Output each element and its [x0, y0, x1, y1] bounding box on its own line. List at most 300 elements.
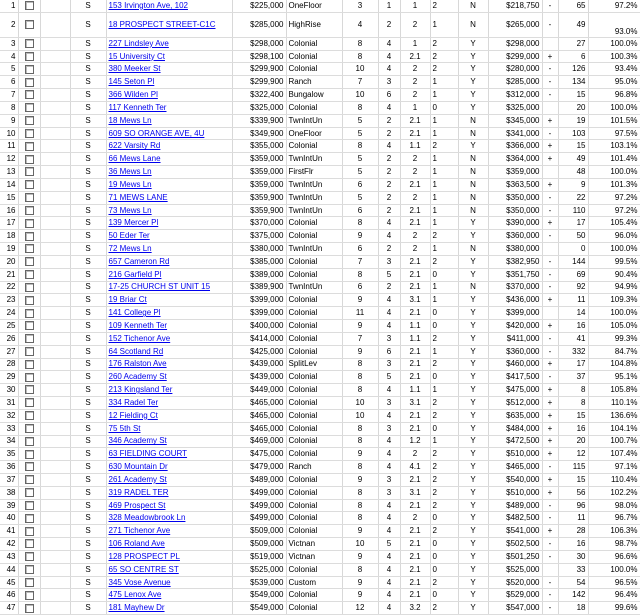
- checkbox[interactable]: [25, 244, 34, 253]
- select-checkbox-cell[interactable]: [18, 63, 40, 76]
- checkbox[interactable]: [25, 527, 34, 536]
- address-link-cell[interactable]: [106, 448, 232, 461]
- select-checkbox-cell[interactable]: [18, 435, 40, 448]
- days-on-market-cell: 22: [558, 191, 588, 204]
- status-code-cell: S: [70, 563, 106, 576]
- select-checkbox-cell[interactable]: [18, 473, 40, 486]
- baths-cell: 4: [378, 409, 400, 422]
- lot-code-cell: 0: [430, 371, 458, 384]
- spacer-cell: [40, 345, 70, 358]
- select-checkbox-cell[interactable]: [18, 422, 40, 435]
- address-link-cell[interactable]: [106, 550, 232, 563]
- row-number-cell: 19: [0, 243, 18, 256]
- checkbox[interactable]: [25, 385, 34, 394]
- address-link-cell[interactable]: [106, 358, 232, 371]
- price-change-sign-cell: -: [542, 538, 558, 551]
- address-link[interactable]: 328 Meadowbrook Ln: [108, 513, 186, 523]
- select-checkbox-cell[interactable]: [18, 127, 40, 140]
- select-checkbox-cell[interactable]: [18, 76, 40, 89]
- address-link[interactable]: 141 College Pl: [108, 308, 161, 318]
- select-checkbox-cell[interactable]: [18, 320, 40, 333]
- checkbox[interactable]: [25, 296, 34, 305]
- address-link-cell[interactable]: [106, 89, 232, 102]
- address-link-cell[interactable]: [106, 602, 232, 615]
- address-link[interactable]: 319 RADEL TER: [108, 487, 169, 497]
- address-link-cell[interactable]: [106, 576, 232, 589]
- address-link[interactable]: 213 Kingsland Ter: [108, 385, 173, 395]
- address-link[interactable]: 12 Fielding Ct: [108, 410, 158, 420]
- select-checkbox-cell[interactable]: [18, 358, 40, 371]
- address-link[interactable]: 18 PROSPECT STREET-C1C: [108, 19, 216, 29]
- status-code-cell: S: [70, 127, 106, 140]
- checkbox[interactable]: [25, 20, 34, 29]
- checkbox[interactable]: [25, 591, 34, 600]
- select-checkbox-cell[interactable]: [18, 191, 40, 204]
- select-checkbox-cell[interactable]: [18, 576, 40, 589]
- checkbox[interactable]: [25, 373, 34, 382]
- flag-cell: Y: [458, 371, 488, 384]
- address-link[interactable]: 50 Eder Ter: [108, 231, 150, 241]
- address-link-cell[interactable]: [106, 473, 232, 486]
- address-link-cell[interactable]: [106, 50, 232, 63]
- bedrooms-cell: 5: [342, 191, 378, 204]
- select-checkbox-cell[interactable]: [18, 461, 40, 474]
- address-link-cell[interactable]: [106, 230, 232, 243]
- address-link[interactable]: 227 Lindsley Ave: [108, 38, 169, 48]
- checkbox[interactable]: [25, 398, 34, 407]
- address-link-cell[interactable]: [106, 461, 232, 474]
- checkbox[interactable]: [25, 334, 34, 343]
- garage-cell: 2.1: [400, 409, 430, 422]
- status-code-cell: S: [70, 602, 106, 615]
- address-link[interactable]: 346 Academy St: [108, 436, 167, 446]
- select-checkbox-cell[interactable]: [18, 550, 40, 563]
- sold-price-cell: $345,000: [488, 114, 542, 127]
- address-link[interactable]: 15 University Ct: [108, 51, 165, 61]
- list-price-cell: $400,000: [232, 320, 286, 333]
- address-link[interactable]: 153 Irvington Ave, 102: [108, 0, 188, 10]
- address-link-cell[interactable]: [106, 397, 232, 410]
- row-number-cell: 5: [0, 63, 18, 76]
- select-checkbox-cell[interactable]: [18, 332, 40, 345]
- checkbox[interactable]: [25, 1, 34, 10]
- address-link[interactable]: 366 Wilden Pl: [108, 90, 158, 100]
- checkbox[interactable]: [25, 488, 34, 497]
- checkbox[interactable]: [25, 321, 34, 330]
- baths-cell: 2: [378, 12, 400, 37]
- baths-cell: 2: [378, 191, 400, 204]
- address-link-cell[interactable]: [106, 512, 232, 525]
- flag-cell: N: [458, 281, 488, 294]
- address-link-cell[interactable]: [106, 371, 232, 384]
- baths-cell: 3: [378, 358, 400, 371]
- checkbox[interactable]: [25, 232, 34, 241]
- spacer-cell: [40, 204, 70, 217]
- table-row: [0, 268, 640, 281]
- row-number-cell: 16: [0, 204, 18, 217]
- address-link-cell[interactable]: [106, 525, 232, 538]
- checkbox[interactable]: [25, 283, 34, 292]
- address-link[interactable]: 609 SO ORANGE AVE, 4U: [108, 128, 205, 138]
- address-link[interactable]: 622 Varsity Rd: [108, 141, 161, 151]
- address-link-cell[interactable]: [106, 153, 232, 166]
- checkbox[interactable]: [25, 65, 34, 74]
- select-checkbox-cell[interactable]: [18, 230, 40, 243]
- address-link[interactable]: 64 Scotland Rd: [108, 346, 164, 356]
- address-link[interactable]: 475 Lenox Ave: [108, 590, 162, 600]
- checkbox[interactable]: [25, 219, 34, 228]
- select-checkbox-cell[interactable]: [18, 37, 40, 50]
- sale-to-list-pct-cell: 103.1%: [588, 140, 640, 153]
- select-checkbox-cell[interactable]: [18, 50, 40, 63]
- lot-code-cell: 1: [430, 243, 458, 256]
- table-row: [0, 101, 640, 114]
- select-checkbox-cell[interactable]: [18, 217, 40, 230]
- select-checkbox-cell[interactable]: [18, 307, 40, 320]
- checkbox[interactable]: [25, 103, 34, 112]
- address-link[interactable]: 469 Prospect St: [108, 500, 166, 510]
- baths-cell: 4: [378, 550, 400, 563]
- spacer-cell: [40, 101, 70, 114]
- status-code-cell: S: [70, 191, 106, 204]
- spacer-cell: [40, 178, 70, 191]
- sold-price-cell: $366,000: [488, 140, 542, 153]
- checkbox[interactable]: [25, 78, 34, 87]
- flag-cell: Y: [458, 499, 488, 512]
- checkbox[interactable]: [25, 437, 34, 446]
- address-link-cell[interactable]: [106, 320, 232, 333]
- checkbox[interactable]: [25, 52, 34, 61]
- select-checkbox-cell[interactable]: [18, 448, 40, 461]
- list-price-cell: $414,000: [232, 332, 286, 345]
- select-checkbox-cell[interactable]: [18, 268, 40, 281]
- spacer-cell: [40, 166, 70, 179]
- checkbox[interactable]: [25, 424, 34, 433]
- lot-code-cell: 1: [430, 76, 458, 89]
- bedrooms-cell: 6: [342, 243, 378, 256]
- select-checkbox-cell[interactable]: [18, 89, 40, 102]
- row-number-cell: 3: [0, 37, 18, 50]
- garage-cell: 2.1: [400, 217, 430, 230]
- checkbox[interactable]: [25, 360, 34, 369]
- address-link[interactable]: 19 Briar Ct: [108, 295, 147, 305]
- checkbox[interactable]: [25, 257, 34, 266]
- sold-price-cell: $541,000: [488, 525, 542, 538]
- address-link[interactable]: 19 Mews Ln: [108, 179, 152, 189]
- style-cell: Colonial: [286, 397, 342, 410]
- garage-cell: 2.1: [400, 127, 430, 140]
- checkbox[interactable]: [25, 347, 34, 356]
- style-cell: Colonial: [286, 525, 342, 538]
- checkbox[interactable]: [25, 39, 34, 48]
- select-checkbox-cell[interactable]: [18, 589, 40, 602]
- list-price-cell: $439,000: [232, 358, 286, 371]
- sold-price-cell: $510,000: [488, 448, 542, 461]
- list-price-cell: $380,000: [232, 243, 286, 256]
- select-checkbox-cell[interactable]: [18, 563, 40, 576]
- bedrooms-cell: 6: [342, 281, 378, 294]
- price-change-sign-cell: +: [542, 384, 558, 397]
- address-link-cell[interactable]: [106, 76, 232, 89]
- address-link[interactable]: 71 MEWS LANE: [108, 192, 168, 202]
- checkbox[interactable]: [25, 578, 34, 587]
- checkbox[interactable]: [25, 539, 34, 548]
- checkbox[interactable]: [25, 270, 34, 279]
- address-link-cell[interactable]: [106, 243, 232, 256]
- checkbox[interactable]: [25, 450, 34, 459]
- select-checkbox-cell[interactable]: [18, 0, 40, 12]
- address-link-cell[interactable]: [106, 204, 232, 217]
- address-link-cell[interactable]: [106, 255, 232, 268]
- sold-price-cell: $360,000: [488, 345, 542, 358]
- sold-price-cell: $417,500: [488, 371, 542, 384]
- address-link[interactable]: 73 Mews Ln: [108, 205, 152, 215]
- address-link[interactable]: 260 Academy St: [108, 372, 167, 382]
- address-link-cell[interactable]: [106, 217, 232, 230]
- address-link-cell[interactable]: [106, 268, 232, 281]
- address-link[interactable]: 128 PROSPECT PL: [108, 551, 180, 561]
- spacer-cell: [40, 89, 70, 102]
- address-link[interactable]: 63 FIELDING COURT: [108, 449, 188, 459]
- address-link[interactable]: 345 Vose Avenue: [108, 577, 171, 587]
- select-checkbox-cell[interactable]: [18, 140, 40, 153]
- sale-to-list-pct-cell: 97.1%: [588, 461, 640, 474]
- sold-price-cell: $285,000: [488, 76, 542, 89]
- list-price-cell: $298,100: [232, 50, 286, 63]
- list-price-cell: $489,000: [232, 473, 286, 486]
- table-row: [0, 230, 640, 243]
- status-code-cell: S: [70, 345, 106, 358]
- address-link[interactable]: 106 Roland Ave: [108, 539, 165, 549]
- price-change-sign-cell: -: [542, 550, 558, 563]
- select-checkbox-cell[interactable]: [18, 166, 40, 179]
- baths-cell: 4: [378, 217, 400, 230]
- checkbox[interactable]: [25, 116, 34, 125]
- select-checkbox-cell[interactable]: [18, 178, 40, 191]
- lot-code-cell: 2: [430, 486, 458, 499]
- address-link-cell[interactable]: [106, 409, 232, 422]
- baths-cell: 4: [378, 435, 400, 448]
- address-link-cell[interactable]: [106, 435, 232, 448]
- price-change-sign-cell: +: [542, 320, 558, 333]
- flag-cell: Y: [458, 397, 488, 410]
- garage-cell: 3.1: [400, 397, 430, 410]
- select-checkbox-cell[interactable]: [18, 409, 40, 422]
- address-link-cell[interactable]: [106, 191, 232, 204]
- address-link[interactable]: 36 Mews Ln: [108, 167, 152, 177]
- select-checkbox-cell[interactable]: [18, 101, 40, 114]
- select-checkbox-cell[interactable]: [18, 499, 40, 512]
- checkbox[interactable]: [25, 142, 34, 151]
- bedrooms-cell: 10: [342, 397, 378, 410]
- row-number-cell: 10: [0, 127, 18, 140]
- address-link[interactable]: 66 Mews Lane: [108, 154, 161, 164]
- sale-to-list-pct-cell: 94.9%: [588, 281, 640, 294]
- select-checkbox-cell[interactable]: [18, 525, 40, 538]
- spacer-cell: [40, 435, 70, 448]
- style-cell: TwnIntUn: [286, 114, 342, 127]
- address-link-cell[interactable]: [106, 12, 232, 37]
- checkbox[interactable]: [25, 462, 34, 471]
- address-link[interactable]: 75 5th St: [108, 423, 141, 433]
- spacer-cell: [40, 268, 70, 281]
- row-number-cell: 46: [0, 589, 18, 602]
- checkbox[interactable]: [25, 309, 34, 318]
- bedrooms-cell: 8: [342, 268, 378, 281]
- sold-price-cell: $364,000: [488, 153, 542, 166]
- days-on-market-cell: 37: [558, 371, 588, 384]
- address-link-cell[interactable]: [106, 281, 232, 294]
- address-link-cell[interactable]: [106, 332, 232, 345]
- price-change-sign-cell: +: [542, 422, 558, 435]
- address-link-cell[interactable]: [106, 0, 232, 12]
- bedrooms-cell: 8: [342, 384, 378, 397]
- select-checkbox-cell[interactable]: [18, 384, 40, 397]
- status-code-cell: S: [70, 371, 106, 384]
- select-checkbox-cell[interactable]: [18, 243, 40, 256]
- checkbox[interactable]: [25, 193, 34, 202]
- address-link-cell[interactable]: [106, 101, 232, 114]
- days-on-market-cell: 15: [558, 473, 588, 486]
- select-checkbox-cell[interactable]: [18, 281, 40, 294]
- baths-cell: 4: [378, 63, 400, 76]
- address-link[interactable]: 380 Meeker St: [108, 64, 161, 74]
- address-link-cell[interactable]: [106, 294, 232, 307]
- address-link-cell[interactable]: [106, 589, 232, 602]
- address-link[interactable]: 176 Ralston Ave: [108, 359, 167, 369]
- address-link-cell[interactable]: [106, 563, 232, 576]
- select-checkbox-cell[interactable]: [18, 255, 40, 268]
- baths-cell: 3: [378, 332, 400, 345]
- checkbox[interactable]: [25, 90, 34, 99]
- checkbox[interactable]: [25, 604, 34, 613]
- select-checkbox-cell[interactable]: [18, 602, 40, 615]
- bedrooms-cell: 10: [342, 89, 378, 102]
- row-number-cell: 35: [0, 448, 18, 461]
- address-link[interactable]: 65 SO CENTRE ST: [108, 564, 179, 574]
- list-price-cell: $285,000: [232, 12, 286, 37]
- baths-cell: 2: [378, 178, 400, 191]
- address-link-cell[interactable]: [106, 114, 232, 127]
- address-link-cell[interactable]: [106, 63, 232, 76]
- address-link-cell[interactable]: [106, 178, 232, 191]
- days-on-market-cell: 15: [558, 89, 588, 102]
- list-price-cell: $325,000: [232, 101, 286, 114]
- address-link[interactable]: 261 Academy St: [108, 474, 167, 484]
- table-row: [0, 320, 640, 333]
- address-link[interactable]: 139 Mercer Pl: [108, 218, 159, 228]
- sale-to-list-pct-cell: 96.5%: [588, 576, 640, 589]
- price-change-sign-cell: -: [542, 371, 558, 384]
- address-link-cell[interactable]: [106, 499, 232, 512]
- select-checkbox-cell[interactable]: [18, 204, 40, 217]
- select-checkbox-cell[interactable]: [18, 114, 40, 127]
- address-link[interactable]: 17-25 CHURCH ST UNIT 15: [108, 282, 211, 292]
- address-link-cell[interactable]: [106, 37, 232, 50]
- checkbox[interactable]: [25, 514, 34, 523]
- list-price-cell: $359,900: [232, 204, 286, 217]
- lot-code-cell: 2: [430, 525, 458, 538]
- address-link-cell[interactable]: [106, 345, 232, 358]
- address-link[interactable]: 271 Tichenor Ave: [108, 526, 171, 536]
- address-link[interactable]: 18 Mews Ln: [108, 115, 152, 125]
- days-on-market-cell: 110: [558, 204, 588, 217]
- select-checkbox-cell[interactable]: [18, 153, 40, 166]
- flag-cell: Y: [458, 384, 488, 397]
- address-link-cell[interactable]: [106, 127, 232, 140]
- style-cell: Victnan: [286, 550, 342, 563]
- address-link[interactable]: 630 Mountain Dr: [108, 462, 168, 472]
- address-link-cell[interactable]: [106, 307, 232, 320]
- checkbox[interactable]: [25, 565, 34, 574]
- baths-cell: 3: [378, 76, 400, 89]
- sale-to-list-pct-cell: 105.4%: [588, 217, 640, 230]
- address-link[interactable]: 72 Mews Ln: [108, 243, 152, 253]
- garage-cell: 4.1: [400, 461, 430, 474]
- address-link[interactable]: 334 Radel Ter: [108, 397, 159, 407]
- status-code-cell: S: [70, 114, 106, 127]
- checkbox[interactable]: [25, 129, 34, 138]
- style-cell: Colonial: [286, 486, 342, 499]
- style-cell: Colonial: [286, 307, 342, 320]
- select-checkbox-cell[interactable]: [18, 12, 40, 37]
- address-link[interactable]: 657 Cameron Rd: [108, 256, 170, 266]
- checkbox[interactable]: [25, 501, 34, 510]
- days-on-market-cell: 15: [558, 409, 588, 422]
- address-link-cell[interactable]: [106, 538, 232, 551]
- address-link[interactable]: 117 Kenneth Ter: [108, 102, 167, 112]
- bedrooms-cell: 9: [342, 345, 378, 358]
- checkbox[interactable]: [25, 475, 34, 484]
- sold-price-cell: $280,000: [488, 63, 542, 76]
- checkbox[interactable]: [25, 180, 34, 189]
- select-checkbox-cell[interactable]: [18, 371, 40, 384]
- address-link[interactable]: 109 Kenneth Ter: [108, 320, 168, 330]
- bedrooms-cell: 8: [342, 563, 378, 576]
- address-link-cell[interactable]: [106, 166, 232, 179]
- select-checkbox-cell[interactable]: [18, 294, 40, 307]
- sold-price-cell: $298,000: [488, 37, 542, 50]
- select-checkbox-cell[interactable]: [18, 538, 40, 551]
- spacer-cell: [40, 63, 70, 76]
- address-link-cell[interactable]: [106, 422, 232, 435]
- address-link[interactable]: 216 Garfield Pl: [108, 269, 162, 279]
- checkbox[interactable]: [25, 411, 34, 420]
- select-checkbox-cell[interactable]: [18, 512, 40, 525]
- checkbox[interactable]: [25, 206, 34, 215]
- select-checkbox-cell[interactable]: [18, 397, 40, 410]
- flag-cell: Y: [458, 512, 488, 525]
- address-link[interactable]: 145 Seton Pl: [108, 77, 155, 87]
- sold-price-cell: $512,000: [488, 397, 542, 410]
- bedrooms-cell: 8: [342, 140, 378, 153]
- checkbox[interactable]: [25, 167, 34, 176]
- select-checkbox-cell[interactable]: [18, 486, 40, 499]
- garage-cell: 2.1: [400, 281, 430, 294]
- days-on-market-cell: 16: [558, 538, 588, 551]
- checkbox[interactable]: [25, 155, 34, 164]
- address-link-cell[interactable]: [106, 140, 232, 153]
- lot-code-cell: 0: [430, 550, 458, 563]
- address-link[interactable]: 152 Tichenor Ave: [108, 333, 171, 343]
- address-link-cell[interactable]: [106, 384, 232, 397]
- row-number-cell: 9: [0, 114, 18, 127]
- address-link-cell[interactable]: [106, 486, 232, 499]
- table-row: [0, 371, 640, 384]
- address-link[interactable]: 181 Mayhew Dr: [108, 603, 165, 613]
- select-checkbox-cell[interactable]: [18, 345, 40, 358]
- status-code-cell: S: [70, 89, 106, 102]
